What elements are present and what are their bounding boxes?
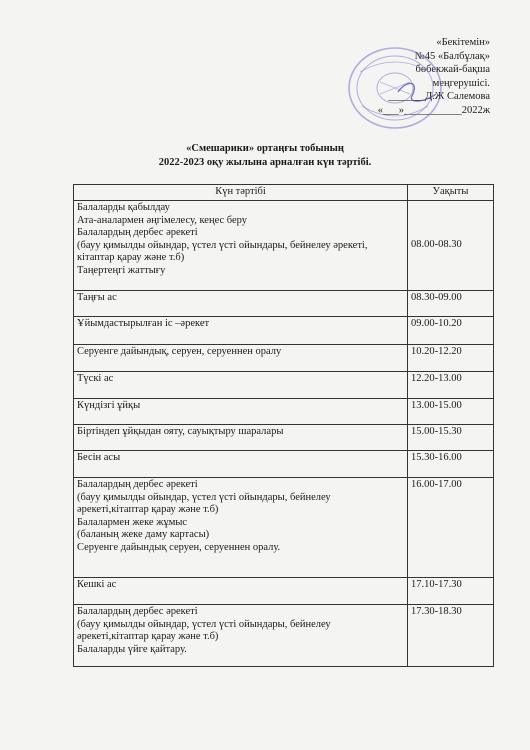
time-cell: 08.30-09.00 <box>408 291 494 317</box>
activity-cell <box>74 578 408 605</box>
approval-line-1: «Бекітемін» <box>436 37 490 48</box>
activity-line: (бауу қимылды ойындар, үстел үсті ойындары, бейнелеу әрекеті,кітаптар қарау және т.б) <box>77 491 331 516</box>
time-cell: 09.00-10.20 <box>408 317 494 345</box>
table-row <box>74 578 494 605</box>
activity-line: Кешкі ас <box>77 579 117 590</box>
activity-cell <box>74 399 408 425</box>
activity-line: Біртіндеп ұйқыдан ояту, сауықтыру шаралары <box>77 426 284 437</box>
time-cell: 15.30-16.00 <box>408 451 494 478</box>
activity-cell <box>74 372 408 399</box>
activity-cell <box>74 425 408 451</box>
time-cell: 13.00-15.00 <box>408 399 494 425</box>
activity-cell <box>74 201 408 291</box>
time-cell: 17.30-18.30 <box>408 605 494 667</box>
activity-line: Балаларды үйге қайтару. <box>77 643 187 655</box>
table-row <box>74 399 494 425</box>
time-cell: 17.10-17.30 <box>408 578 494 605</box>
schedule-table <box>73 184 494 667</box>
activity-line: Серуенге дайындық серуен, серуеннен оралу. <box>77 541 281 553</box>
table-row <box>74 201 494 291</box>
activity-line: Таңғы ас <box>77 292 117 303</box>
header-time: Уақыты <box>408 185 494 201</box>
activity-cell <box>74 605 408 667</box>
time-cell: 15.00-15.30 <box>408 425 494 451</box>
activity-line: Серуенге дайындық, серуен, серуеннен оралу <box>77 346 282 357</box>
activity-line: Балалардың дербес әрекеті <box>77 606 198 617</box>
time-cell: 08.00-08.30 <box>408 201 494 291</box>
approval-block <box>372 36 490 117</box>
time-cell: 10.20-12.20 <box>408 345 494 372</box>
approval-line-5: _______Д.Ж Салемова <box>388 91 490 102</box>
activity-cell <box>74 345 408 372</box>
table-row <box>74 451 494 478</box>
activity-cell <box>74 291 408 317</box>
activity-cell <box>74 451 408 478</box>
activity-line: Балалардың дербес әрекеті <box>77 479 198 490</box>
activity-line: Ұйымдастырылған іс –әрекет <box>77 318 210 329</box>
activity-line: Түскі ас <box>77 373 114 384</box>
activity-line: Күндізгі ұйқы <box>77 400 141 411</box>
activity-line: Бесін асы <box>77 452 121 463</box>
table-row <box>74 605 494 667</box>
activity-line: Балалармен жеке жұмыс <box>77 516 188 528</box>
table-row <box>74 345 494 372</box>
activity-line: (бауу қимылды ойындар, үстел үсті ойындары, бейнелеу әрекеті,кітаптар қарау және т.б) <box>77 618 331 643</box>
approval-line-3: бөбекжай-бақша <box>415 64 490 75</box>
approval-line-6: «___»___________2022ж <box>377 104 490 116</box>
time-cell: 12.20-13.00 <box>408 372 494 399</box>
activity-line: (баланың жеке даму картасы) <box>77 529 210 541</box>
time-cell: 16.00-17.00 <box>408 478 494 578</box>
activity-line: Балаларды қабылдау <box>77 202 170 213</box>
table-row <box>74 317 494 345</box>
activity-line: (бауу қимылды ойындар, үстел үсті ойындары, бейнелеу әрекеті, кітаптар қарау және т.б) <box>77 239 368 264</box>
table-row <box>74 372 494 399</box>
activity-line: Таңертеңгі жаттығу <box>77 264 166 276</box>
table-row <box>74 425 494 451</box>
approval-line-4: меңгерушісі. <box>432 77 490 89</box>
title-line-2: 2022-2023 оқу жылына арналған күн тәртібі. <box>158 157 372 168</box>
activity-cell <box>74 317 408 345</box>
activity-line: Ата-аналармен әңгімелесу, кеңес беру <box>77 214 247 226</box>
activity-cell <box>74 478 408 578</box>
table-header-row <box>74 185 494 201</box>
header-activity: Күн тәртібі <box>74 185 408 201</box>
approval-line-2: №45 «Балбұлақ» <box>414 50 490 62</box>
activity-line: Балалардың дербес әрекеті <box>77 227 198 239</box>
table-row <box>74 291 494 317</box>
document-title <box>0 142 530 170</box>
table-row <box>74 478 494 578</box>
title-line-1: «Смешарики» ортаңғы тобының <box>186 143 344 154</box>
